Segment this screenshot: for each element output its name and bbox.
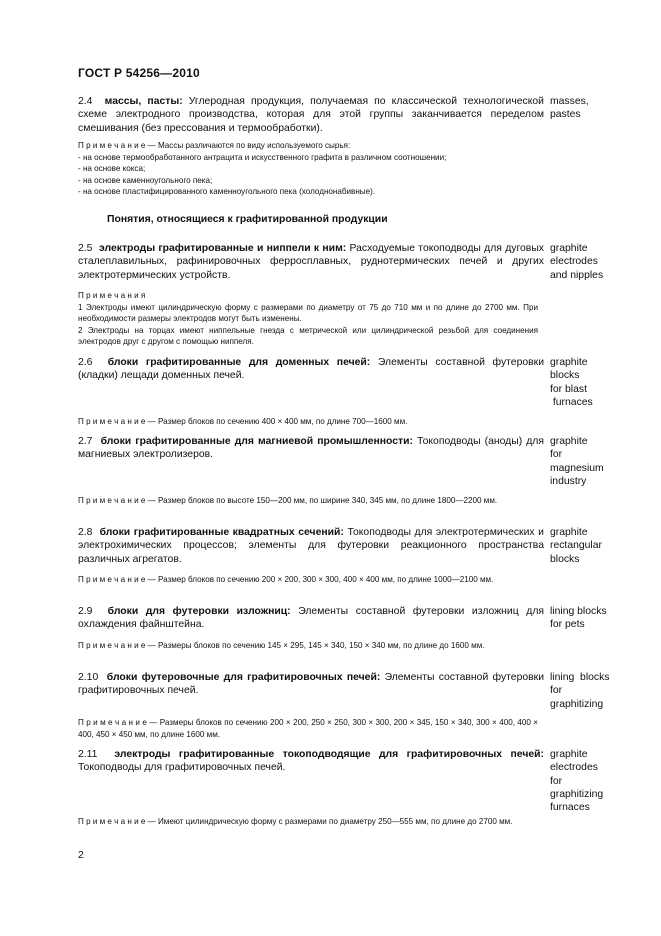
note-list-item: - на основе кокса; <box>78 164 146 174</box>
note-text: — Размеры блоков по сечению 145 × 295, 145 × 340, 150 × 340 мм, по длине до 1600 мм. <box>145 641 485 650</box>
entry-2-9 <box>78 605 544 632</box>
note-list-item: - на основе термообработанного антрацита и искусственного графита в различном соотношении; <box>78 152 447 162</box>
note-2-9 <box>78 640 538 652</box>
note-text: — Имеют цилиндрическую форму с размерами по диаметру 250—555 мм, по длине до 2700 мм. <box>145 817 513 826</box>
page-number: 2 <box>78 850 84 861</box>
note-2-7 <box>78 495 538 507</box>
note-2-4 <box>78 140 538 198</box>
section-title: Понятия, относящиеся к графитированной продукции <box>107 214 388 225</box>
entry-number: 2.9 <box>78 606 93 617</box>
entry-definition: Расходуемые токоподводы для дуговых сталеплавильных, рафинировочных ферросплавных, руднотермических печей и других электротермических устройств. <box>78 243 544 281</box>
note-label: П р и м е ч а н и е <box>78 496 146 505</box>
entry-definition: Токоподводы (аноды) для магниевых электролизеров. <box>78 436 544 461</box>
entry-term: блоки футеровочные для графитировочных печей: <box>106 672 381 683</box>
note-item-2: 2 Электроды на торцах имеют ниппельные гнезда с метрической или цилиндрической резьбой для соединения электродов друг с другом с помощью ниппеля. <box>78 325 538 347</box>
entry-2-4 <box>78 95 544 135</box>
note-text: — Размеры блоков по сечению 200 × 200, 250 × 250, 300 × 300, 200 × 345, 150 × 340, 300 × 400, 400 × 400, 450 × 450 мм, по длине 1600 мм. <box>78 718 538 739</box>
note-label: П р и м е ч а н и е <box>78 141 146 150</box>
note-2-10 <box>78 717 538 740</box>
entry-definition: Токоподводы для электротермических и электрохимических процессов; элементы для футеровки реакционного пространства различных агрегатов. <box>78 527 544 565</box>
entry-english-term: masses, pastes <box>550 96 589 121</box>
entry-2-11 <box>78 748 544 775</box>
entry-english-term: lining blocks for pets <box>550 606 607 631</box>
entry-english-term: lining blocks for graphitizing <box>550 672 610 710</box>
note-label: П р и м е ч а н и е <box>78 575 146 584</box>
document-header: ГОСТ Р 54256—2010 <box>78 66 200 80</box>
note-text: — Размер блоков по высоте 150—200 мм, по ширине 340, 345 мм, по длине 1800—2200 мм. <box>145 496 498 505</box>
entry-number: 2.8 <box>78 527 93 538</box>
entry-definition: Элементы составной футеровки (кладки) лещади доменных печей. <box>78 357 545 382</box>
entry-english-term: graphite for magnesium industry <box>550 436 604 487</box>
entry-number: 2.7 <box>78 436 93 447</box>
entry-term: блоки графитированные для доменных печей: <box>107 357 371 368</box>
entry-2-7 <box>78 435 544 462</box>
entry-term: массы, пасты: <box>104 96 183 107</box>
entry-2-6 <box>78 356 544 383</box>
note-item-1: 1 Электроды имеют цилиндрическую форму с размерами по диаметру от 75 до 710 мм и по длине до 2700 мм. При необходимости размеры электродов могут быть изменены. <box>78 302 538 324</box>
note-2-5 <box>78 290 538 348</box>
entry-definition: Элементы составной футеровки изложниц для охлаждения файнштейна. <box>78 606 545 631</box>
note-text: — Массы различаются по виду используемого сырья: <box>145 141 351 150</box>
entry-number: 2.11 <box>78 749 98 760</box>
note-label: П р и м е ч а н и е <box>78 417 146 426</box>
entry-2-10 <box>78 671 544 698</box>
note-label: П р и м е ч а н и е <box>78 641 146 650</box>
entry-definition: Токоподводы для графитировочных печей. <box>78 762 286 774</box>
note-label: П р и м е ч а н и я <box>78 291 146 300</box>
note-2-6 <box>78 416 538 428</box>
note-label: П р и м е ч а н и е <box>78 718 147 727</box>
note-label: П р и м е ч а н и е <box>78 817 146 826</box>
entry-definition: Элементы составной футеровки графитировочных печей. <box>78 672 545 697</box>
entry-term: электроды графитированные и ниппели к ним: <box>99 243 347 254</box>
entry-term: блоки графитированные для магниевой промышленности: <box>100 436 413 447</box>
entry-2-8 <box>78 526 544 566</box>
entry-number: 2.10 <box>78 672 99 683</box>
entry-english-term: graphite electrodes and nipples <box>550 243 604 281</box>
entry-term: блоки для футеровки изложниц: <box>107 606 291 617</box>
note-list-item: - на основе пластифицированного каменноугольного пека (холоднонабивные). <box>78 187 376 197</box>
entry-number: 2.5 <box>78 243 93 254</box>
note-text: — Размер блоков по сечению 200 × 200, 300 × 300, 400 × 400 мм, по длине 1000—2100 мм. <box>145 575 494 584</box>
note-2-8 <box>78 574 538 586</box>
entry-2-5 <box>78 242 544 282</box>
entry-english-term: graphite blocks for blast furnaces <box>550 357 593 408</box>
entry-definition: Углеродная продукция, получаемая по классической технологической схеме электродного производства, которая для этой группы заканчивается переделом смешивания (без прессования и термообработки). <box>78 96 544 134</box>
note-list-item: - на основе каменноугольного пека; <box>78 175 213 185</box>
entry-number: 2.6 <box>78 357 93 368</box>
entry-term: электроды графитированные токоподводящие для графитировочных печей: <box>114 749 544 760</box>
entry-english-term: graphite electrodes for graphitizing furnaces <box>550 749 604 814</box>
entry-term: блоки графитированные квадратных сечений: <box>99 527 344 538</box>
entry-english-term: graphite rectangular blocks <box>550 527 602 565</box>
note-2-11 <box>78 816 538 828</box>
note-text: — Размер блоков по сечению 400 × 400 мм, по длине 700—1600 мм. <box>145 417 408 426</box>
entry-number: 2.4 <box>78 96 93 107</box>
